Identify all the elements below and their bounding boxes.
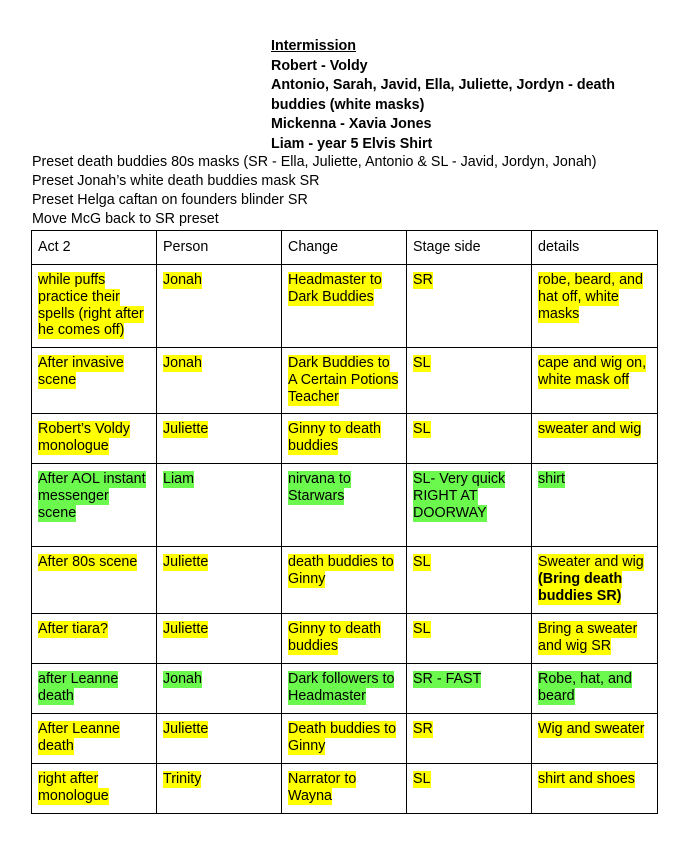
details-cell xyxy=(532,464,658,547)
cue-cell xyxy=(32,414,157,464)
person-cell xyxy=(157,764,282,814)
change-cell xyxy=(282,547,407,614)
table-row xyxy=(32,614,658,664)
column-header-act: Act 2 xyxy=(32,231,157,265)
details-cell xyxy=(532,414,658,464)
change-cell xyxy=(282,764,407,814)
table-row xyxy=(32,348,658,414)
details-cell-text: sweater and wig xyxy=(538,421,642,437)
stage-side-cell-text: SR xyxy=(413,721,433,737)
details-cell-text: robe, beard, and hat off, white masks xyxy=(538,272,643,322)
cue-cell xyxy=(32,547,157,614)
person-cell-text: Jonah xyxy=(163,272,202,288)
cue-cell-text: Robert’s Voldy monologue xyxy=(38,421,130,454)
header-line: Antonio, Sarah, Javid, Ella, Juliette, Jordyn - death buddies (white masks) xyxy=(271,77,615,113)
stage-side-cell xyxy=(407,348,532,414)
person-cell-text: Juliette xyxy=(163,721,209,737)
person-cell xyxy=(157,414,282,464)
preset-line: Preset death buddies 80s masks (SR - Ella, Juliette, Antonio & SL - Javid, Jordyn, Jonah) xyxy=(32,154,597,170)
stage-side-cell xyxy=(407,265,532,348)
intermission-title: Intermission xyxy=(271,38,357,54)
change-cell-text: Death buddies to Ginny xyxy=(288,721,397,754)
change-cell-text: Dark Buddies to A Certain Potions Teacher xyxy=(288,355,399,405)
person-cell xyxy=(157,714,282,764)
person-cell-text: Jonah xyxy=(163,355,202,371)
table-row xyxy=(32,464,658,547)
details-cell xyxy=(532,714,658,764)
change-cell-text: Dark followers to Headmaster xyxy=(288,671,395,704)
person-cell xyxy=(157,265,282,348)
stage-side-cell xyxy=(407,664,532,714)
person-cell-text: Trinity xyxy=(163,771,202,787)
preset-line: Move McG back to SR preset xyxy=(32,211,219,227)
details-cell-text: shirt xyxy=(538,471,566,487)
cue-cell-text: After 80s scene xyxy=(38,554,138,570)
change-cell-text: Headmaster to Dark Buddies xyxy=(288,272,382,305)
change-cell xyxy=(282,265,407,348)
header-line: Liam - year 5 Elvis Shirt xyxy=(271,135,433,152)
change-cell xyxy=(282,464,407,547)
details-cell xyxy=(532,614,658,664)
intermission-header xyxy=(271,37,651,154)
details-cell-text: shirt and shoes xyxy=(538,771,635,787)
column-header-stage-side: Stage side xyxy=(407,231,532,265)
details-cell-text: Robe, hat, and beard xyxy=(538,671,632,704)
person-cell-text: Juliette xyxy=(163,421,209,437)
stage-side-cell-text: SL xyxy=(413,355,431,371)
change-cell xyxy=(282,614,407,664)
header-line: Mickenna - Xavia Jones xyxy=(271,116,432,132)
cue-cell-text: After invasive scene xyxy=(38,355,124,388)
details-cell-text: Bring a sweater and wig SR xyxy=(538,621,638,654)
table-row xyxy=(32,414,658,464)
details-cell xyxy=(532,664,658,714)
change-cell-text: nirvana to Starwars xyxy=(288,471,351,504)
cue-cell-text: right after monologue xyxy=(38,771,109,804)
stage-side-cell-text: SL- Very quick RIGHT AT DOORWAY xyxy=(413,471,506,521)
change-cell xyxy=(282,414,407,464)
cue-cell-text: after Leanne death xyxy=(38,671,119,704)
change-cell-text: Narrator to Wayna xyxy=(288,771,357,804)
details-cell-text: cape and wig on, white mask off xyxy=(538,355,647,388)
details-cell xyxy=(532,348,658,414)
details-cell xyxy=(532,547,658,614)
stage-side-cell-text: SL xyxy=(413,554,431,570)
stage-side-cell xyxy=(407,764,532,814)
preset-notes xyxy=(32,153,596,229)
change-cell-text: Ginny to death buddies xyxy=(288,421,381,454)
person-cell xyxy=(157,464,282,547)
person-cell xyxy=(157,614,282,664)
stage-side-cell-text: SL xyxy=(413,771,431,787)
header-line: Robert - Voldy xyxy=(271,57,368,74)
stage-side-cell xyxy=(407,547,532,614)
details-cell xyxy=(532,265,658,348)
person-cell xyxy=(157,664,282,714)
costume-change-table xyxy=(31,230,658,814)
stage-side-cell-text: SR - FAST xyxy=(413,671,482,687)
details-cell xyxy=(532,764,658,814)
person-cell-text: Juliette xyxy=(163,554,209,570)
details-cell-text: Sweater and wig xyxy=(538,554,644,570)
table-row xyxy=(32,547,658,614)
change-cell-text: Ginny to death buddies xyxy=(288,621,381,654)
cue-cell xyxy=(32,714,157,764)
change-cell-text: death buddies to Ginny xyxy=(288,554,394,587)
stage-side-cell xyxy=(407,414,532,464)
cue-cell-text: After Leanne death xyxy=(38,721,120,754)
cue-cell-text: After AOL instant messenger scene xyxy=(38,471,146,521)
table-row xyxy=(32,265,658,348)
cue-cell xyxy=(32,265,157,348)
cue-cell xyxy=(32,614,157,664)
cue-cell xyxy=(32,464,157,547)
change-cell xyxy=(282,714,407,764)
details-bold-note: (Bring death buddies SR) xyxy=(538,570,623,604)
stage-side-cell xyxy=(407,714,532,764)
stage-side-cell xyxy=(407,464,532,547)
cue-cell xyxy=(32,348,157,414)
stage-side-cell-text: SL xyxy=(413,421,431,437)
details-cell-text: Wig and sweater xyxy=(538,721,645,737)
cue-cell-text: while puffs practice their spells (right after he comes off) xyxy=(38,272,144,339)
person-cell-text: Juliette xyxy=(163,621,209,637)
stage-side-cell xyxy=(407,614,532,664)
table-row xyxy=(32,664,658,714)
column-header-details: details xyxy=(532,231,658,265)
change-cell xyxy=(282,664,407,714)
change-cell xyxy=(282,348,407,414)
person-cell-text: Liam xyxy=(163,471,194,487)
preset-line: Preset Jonah’s white death buddies mask SR xyxy=(32,173,320,189)
cue-cell-text: After tiara? xyxy=(38,621,108,637)
preset-line: Preset Helga caftan on founders blinder SR xyxy=(32,192,308,208)
table-row xyxy=(32,764,658,814)
stage-side-cell-text: SL xyxy=(413,621,431,637)
column-header-person: Person xyxy=(157,231,282,265)
person-cell-text: Jonah xyxy=(163,671,202,687)
table-header-row xyxy=(32,231,658,265)
cue-cell xyxy=(32,664,157,714)
table-row xyxy=(32,714,658,764)
column-header-change: Change xyxy=(282,231,407,265)
stage-side-cell-text: SR xyxy=(413,272,433,288)
person-cell xyxy=(157,547,282,614)
person-cell xyxy=(157,348,282,414)
cue-cell xyxy=(32,764,157,814)
